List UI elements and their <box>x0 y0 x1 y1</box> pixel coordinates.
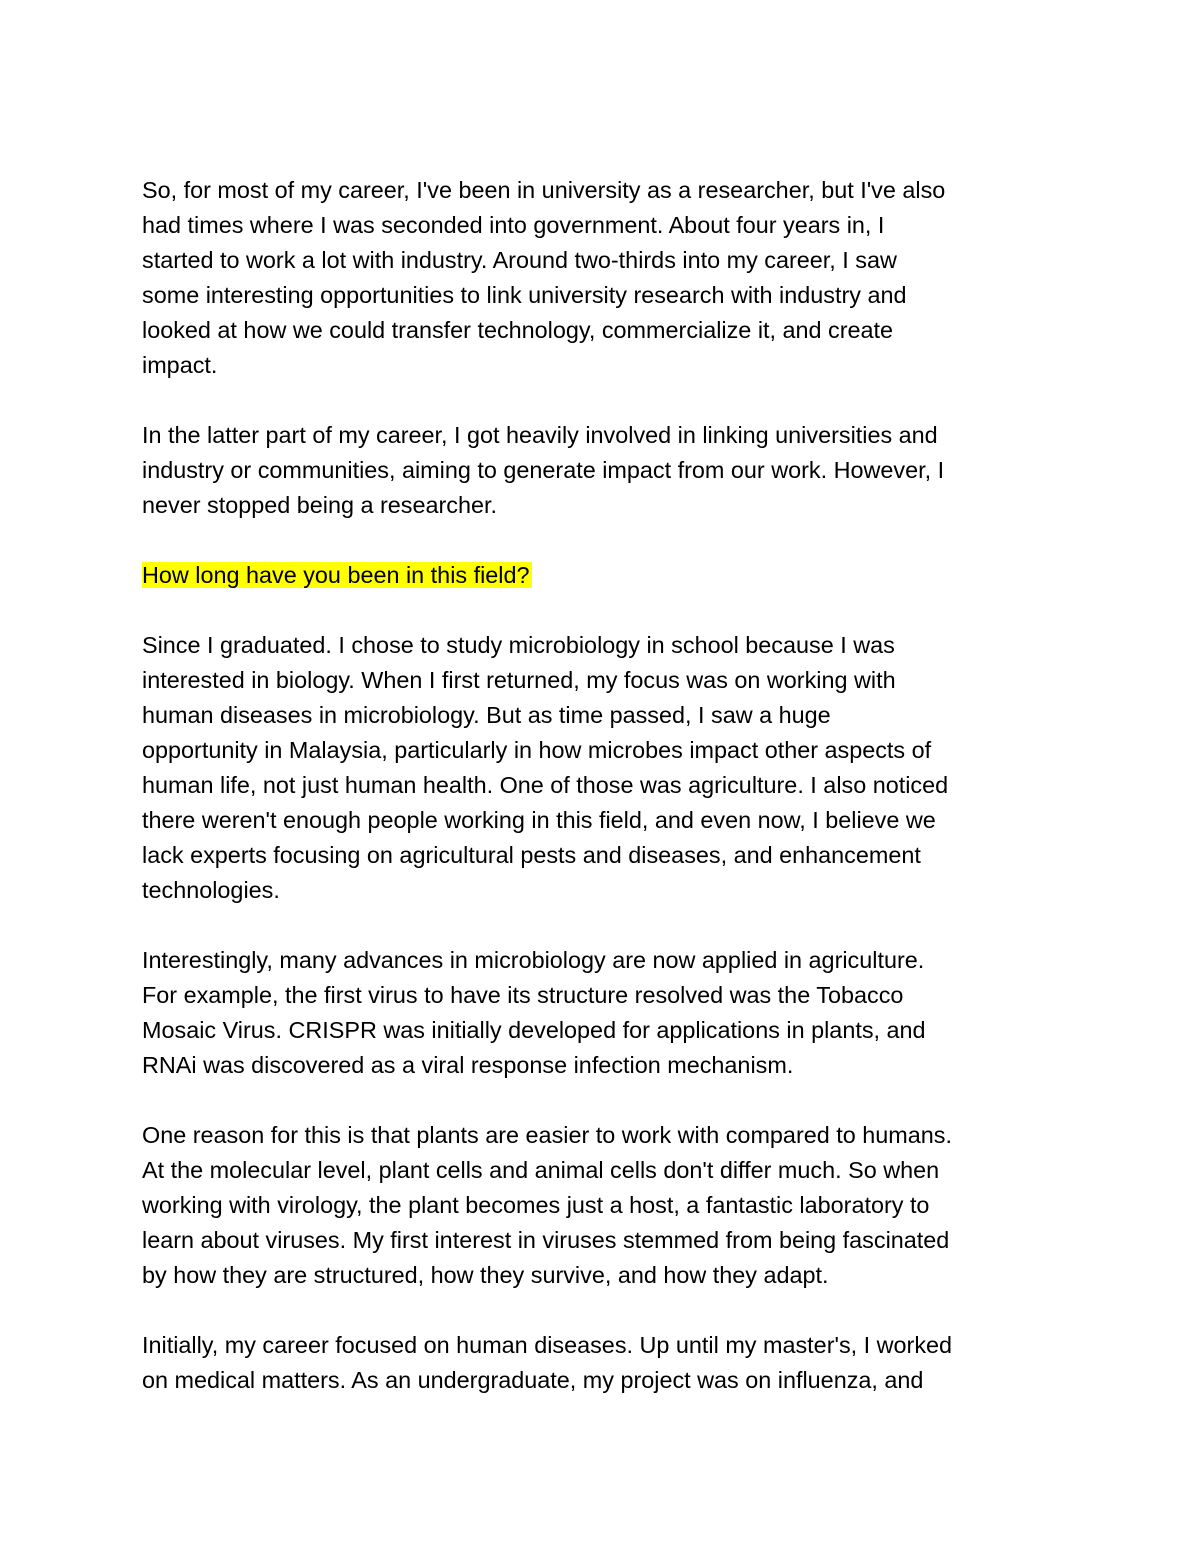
text-line: impact. <box>142 352 218 378</box>
paragraph-career-overview <box>142 173 1072 383</box>
text-line: on medical matters. As an undergraduate, my project was on influenza, and <box>142 1367 924 1393</box>
text-line: Mosaic Virus. CRISPR was initially developed for applications in plants, and <box>142 1017 926 1043</box>
highlighted-question: How long have you been in this field? <box>142 562 530 588</box>
text-line: Initially, my career focused on human diseases. Up until my master's, I worked <box>142 1332 953 1358</box>
text-line: lack experts focusing on agricultural pests and diseases, and enhancement <box>142 842 921 868</box>
paragraph-latter-career <box>142 418 1072 523</box>
text-line: One reason for this is that plants are easier to work with compared to humans. <box>142 1122 952 1148</box>
paragraph-plants-easier <box>142 1118 1072 1293</box>
text-line: interested in biology. When I first returned, my focus was on working with <box>142 667 896 693</box>
text-line: there weren't enough people working in this field, and even now, I believe we <box>142 807 936 833</box>
text-line: working with virology, the plant becomes just a host, a fantastic laboratory to <box>142 1192 930 1218</box>
text-line: In the latter part of my career, I got heavily involved in linking universities and <box>142 422 938 448</box>
text-line: RNAi was discovered as a viral response infection mechanism. <box>142 1052 794 1078</box>
text-line: technologies. <box>142 877 280 903</box>
text-line: industry or communities, aiming to generate impact from our work. However, I <box>142 457 945 483</box>
interview-question <box>142 558 1072 593</box>
text-line: learn about viruses. My first interest in viruses stemmed from being fascinated <box>142 1227 950 1253</box>
text-line: At the molecular level, plant cells and animal cells don't differ much. So when <box>142 1157 940 1183</box>
text-line: looked at how we could transfer technology, commercialize it, and create <box>142 317 894 343</box>
text-line: human diseases in microbiology. But as time passed, I saw a huge <box>142 702 831 728</box>
text-line: had times where I was seconded into government. About four years in, I <box>142 212 885 238</box>
text-line: So, for most of my career, I've been in university as a researcher, but I've also <box>142 177 946 203</box>
text-line: never stopped being a researcher. <box>142 492 497 518</box>
text-line: some interesting opportunities to link university research with industry and <box>142 282 907 308</box>
question-line <box>142 558 1072 593</box>
document-body <box>142 173 1072 1433</box>
text-line: For example, the first virus to have its structure resolved was the Tobacco <box>142 982 904 1008</box>
text-line: opportunity in Malaysia, particularly in how microbes impact other aspects of <box>142 737 932 763</box>
text-line: Interestingly, many advances in microbiology are now applied in agriculture. <box>142 947 925 973</box>
text-line: started to work a lot with industry. Around two-thirds into my career, I saw <box>142 247 897 273</box>
paragraph-microbiology-advances <box>142 943 1072 1083</box>
text-line: human life, not just human health. One of those was agriculture. I also noticed <box>142 772 949 798</box>
text-line: by how they are structured, how they survive, and how they adapt. <box>142 1262 829 1288</box>
paragraph-human-diseases <box>142 1328 1072 1398</box>
paragraph-since-graduated <box>142 628 1072 908</box>
text-line: Since I graduated. I chose to study microbiology in school because I was <box>142 632 895 658</box>
